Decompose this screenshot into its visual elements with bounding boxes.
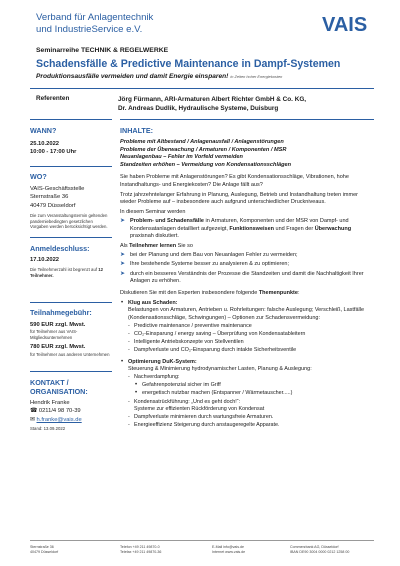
arrow-icon: ➤ bbox=[120, 270, 126, 277]
bullet-icon: • bbox=[135, 390, 138, 397]
topic-heading: Optimierung DuK-System: bbox=[128, 358, 197, 365]
topic-line: Probleme mit Altbestand / Anlagenausfall / Anlagenstörungen bbox=[120, 139, 284, 145]
main-content bbox=[120, 126, 374, 429]
paragraph: Diskutieren Sie mit den Experten insbesondere folgende Themenpunkte: bbox=[120, 290, 300, 297]
sidebar-deadline bbox=[30, 244, 112, 278]
dash-item: - Predictive maintenance / preventive maintenance bbox=[128, 322, 252, 329]
item-text: Ihre bestehende Systeme besser zu analysieren & zu optimieren; bbox=[130, 261, 289, 268]
bullet-icon: • bbox=[121, 300, 124, 307]
inhalte-heading: INHALTE: bbox=[120, 126, 154, 135]
fee-member-note: für Teilnehmer aus VAIS-Mitgliedsunternehmen bbox=[30, 329, 78, 340]
topic-block bbox=[120, 359, 374, 373]
referent-2: Dr. Andreas Dudlik, Hydraulische Systeme, Duisburg bbox=[118, 105, 279, 112]
dash-text: Dampfverluste minimieren durch wartungsfreie Armaturen. bbox=[134, 414, 274, 421]
topic-text: Belastungen von Armaturen, Antrieben u. Rohrleitungen: falsche Auslegung; Verschleiß, Lastfälle (Kondensationsschläge, Schwingungen) – Optionen zur Schadensvermeidung: bbox=[128, 307, 365, 321]
item-text: und Fragen der bbox=[275, 225, 314, 232]
fee-nonmember: 780 EUR zzgl. Mwst. bbox=[30, 344, 86, 351]
logo-text: VAIS bbox=[322, 14, 368, 36]
dash-item: - Energieeffizienz Steigerung durch anstaugeregelte Apparate. bbox=[128, 422, 280, 429]
vais-logo bbox=[322, 12, 374, 36]
dash-item: - Kondensatrückführung: „Und es geht doch!“: Systeme zur effizienten Rückförderung von Kondensat bbox=[120, 399, 374, 413]
text: Diskutieren Sie mit den Experten insbesondere folgende bbox=[120, 290, 258, 297]
topic-text: Steuerung & Minimierung hydrodynamischer Lasten, Planung & Auslegung: bbox=[128, 365, 312, 372]
footer-text: 40479 Düsseldorf bbox=[30, 549, 59, 554]
dash-text: Dampfverluste und CO₂-Einsparung durch intakte Sicherheitsventile bbox=[134, 347, 297, 354]
footer-text: Telefon +49 211 49870-0 bbox=[120, 545, 160, 549]
contact-email-row bbox=[30, 416, 112, 424]
topic-heading: Klug aus Schaden: bbox=[128, 300, 178, 307]
limit-text: Die Teilnehmerzahl ist begrenzt auf bbox=[30, 267, 98, 273]
contact-phone: 0211/4 98 70-39 bbox=[38, 408, 81, 415]
emphasis: Überwachung bbox=[314, 225, 352, 232]
subtitle-note: in Zeiten hoher Energiekosten bbox=[230, 74, 283, 79]
dash-item: - CO₂-Einsparung / energy saving – Überprüfung von Kondensatableitern bbox=[128, 331, 306, 338]
emphasis: Funktionsweisen bbox=[229, 225, 275, 232]
org-name-line2: und IndustrieService e.V. bbox=[36, 23, 143, 35]
sidebar-where bbox=[30, 172, 112, 230]
footer-text: E-Mail info@vais.de bbox=[212, 545, 245, 549]
venue-line1: VAIS-Geschäftsstelle bbox=[30, 186, 85, 192]
footer-bank bbox=[290, 545, 349, 554]
limit-value: 12 Teilnehmer. bbox=[30, 267, 104, 278]
divider bbox=[30, 302, 112, 303]
divider bbox=[30, 88, 374, 89]
list-item bbox=[120, 271, 374, 285]
emphasis: Teilnehmer lernen bbox=[129, 243, 177, 249]
paragraph: Sie haben Probleme mit Anlagenstörungen? Es gibt Kondensationsschläge, Vibrationen, hohe Instandhaltungs- und Energiekosten? Die Anlage fällt aus? bbox=[120, 174, 349, 188]
paragraph: Trotz jahrzehntelanger Erfahrung in Planung, Auslegung, Betrieb und Instandhaltung treten immer wieder Probleme auf – insbesondere auch aufgrund unterschiedlicher Druckniveaus. bbox=[120, 191, 358, 205]
footer-web bbox=[212, 545, 245, 554]
dash-text: CO₂-Einsparung / energy saving – Überprüfung von Kondensatableitern bbox=[134, 331, 306, 338]
fee-heading: Teilnahmegebühr: bbox=[30, 308, 92, 317]
list-item bbox=[120, 252, 374, 259]
page-title: Schadensfälle & Predictive Maintenance in Dampf-Systemen bbox=[36, 58, 341, 70]
arrow-icon: ➤ bbox=[120, 261, 126, 268]
divider bbox=[30, 371, 112, 372]
deadline-heading: Anmeldeschluss: bbox=[30, 244, 90, 253]
item-text: praxisnah diskutiert. bbox=[130, 232, 179, 239]
series-label: Seminarreihe TECHNIK & REGELWERKE bbox=[36, 47, 169, 54]
item-text: durch ein besseres Verständnis der Prozesse die Standzeiten und damit die Nachhaltigkeit Ihrer Anlagen zu erhöhen. bbox=[130, 270, 364, 284]
divider bbox=[30, 119, 112, 120]
topic-line: Neuanlagenbau – Fehler im Vorfeld vermeiden bbox=[120, 154, 243, 161]
bullet-icon: • bbox=[121, 358, 124, 365]
text: Als bbox=[120, 243, 128, 249]
subtitle-text: Produktionsausfälle vermeiden und damit Energie einsparen! bbox=[36, 73, 229, 80]
participant-limit bbox=[30, 267, 112, 278]
org-name bbox=[36, 12, 153, 35]
arrow-icon: ➤ bbox=[120, 252, 126, 259]
fee-nonmember-note: für Teilnehmer aus anderen Unternehmen bbox=[30, 351, 110, 357]
sub-text: energetisch nutzbar machen (Entspanner / Wärmetauscher.....) bbox=[142, 390, 293, 397]
topic-line: Probleme der Überwachung / Armaturen / Komponenten / MSR bbox=[120, 146, 287, 153]
dash-text: Nachverdampfung: bbox=[134, 374, 180, 381]
divider bbox=[30, 237, 112, 238]
emphasis: Problem- und Schadensfälle bbox=[130, 218, 204, 225]
org-name-line1: Verband für Anlagentechnik bbox=[36, 12, 154, 23]
contact-phone-row bbox=[30, 407, 112, 415]
item-text: in Armaturen, Komponenten und der MSR von Dampf- und Kondensatanlagen detailliert aufgezeigt, bbox=[130, 218, 349, 232]
phone-icon: ☎ bbox=[30, 408, 38, 415]
footer-text: Internet www.vais.de bbox=[212, 549, 246, 554]
contact-heading-2: ORGANISATION: bbox=[30, 387, 88, 396]
referent-1: Jörg Fürmann, ARI-Armaturen Albert Richter GmbH & Co. KG, bbox=[118, 96, 307, 103]
dash-text: Intelligente Antriebskonzepte von Stellventilen bbox=[134, 339, 244, 346]
contact-heading-1: KONTAKT / bbox=[30, 378, 69, 387]
sub-text: Gefahrenpotenzial sicher im Griff bbox=[142, 382, 221, 389]
divider bbox=[30, 166, 112, 167]
sidebar-fee bbox=[30, 308, 112, 357]
referenten-list bbox=[118, 95, 306, 113]
footer-text: Telefax +49 211 49870-36 bbox=[120, 549, 162, 554]
arrow-icon: ➤ bbox=[120, 218, 126, 225]
dash-item: - Intelligente Antriebskonzepte von Stellventilen bbox=[128, 339, 244, 346]
footer-text: IBAN DE90 3004 0000 0212 1258 00 bbox=[290, 549, 350, 554]
paragraph bbox=[120, 243, 374, 250]
venue-note: Die zum Veranstaltungstermin geltenden pandemiebedingten gesetzlichen Vorgaben werden berücksichtigt werden. bbox=[30, 213, 108, 230]
emphasis: Themenpunkte bbox=[258, 290, 298, 297]
venue-line2: Sternstraße 36 bbox=[30, 194, 69, 201]
text: Sie so bbox=[177, 243, 193, 249]
referenten-label: Referenten bbox=[36, 95, 70, 102]
contact-email-link[interactable]: h.franke@vais.de bbox=[36, 416, 82, 423]
dash-text: Predictive maintenance / preventive maintenance bbox=[134, 322, 252, 329]
wann-heading: WANN? bbox=[30, 126, 57, 135]
list-item bbox=[120, 261, 374, 268]
dash-text: Energieeffizienz Steigerung durch anstaugeregelte Apparate. bbox=[134, 422, 280, 429]
footer-phone bbox=[120, 545, 161, 554]
divider bbox=[120, 119, 374, 120]
sub-item bbox=[120, 382, 374, 389]
stand-date: Stand: 13.09.2022 bbox=[30, 426, 66, 432]
sidebar-contact bbox=[30, 378, 112, 432]
topic-line: Standzeiten erhöhen – Vermeidung von Kondensationsschlägen bbox=[120, 161, 292, 168]
subtitle bbox=[36, 73, 282, 80]
event-date: 25.10.2022 bbox=[30, 141, 60, 147]
dash-item: - Nachverdampfung: bbox=[128, 374, 180, 381]
deadline-date: 17.10.2022 bbox=[30, 257, 60, 263]
dash-item: - Dampfverluste und CO₂-Einsparung durch intakte Sicherheitsventile bbox=[128, 347, 297, 354]
paragraph: In diesem Seminar werden bbox=[120, 209, 186, 216]
footer bbox=[30, 540, 374, 554]
event-time: 10:00 - 17:00 Uhr bbox=[30, 149, 77, 156]
footer-text: Commerzbank AG, Düsseldorf bbox=[290, 545, 339, 549]
list-item bbox=[120, 218, 374, 240]
footer-text: Sternstraße 36 bbox=[30, 545, 54, 549]
wo-heading: WO? bbox=[30, 172, 47, 181]
bullet-icon: • bbox=[135, 382, 138, 389]
fee-member: 590 EUR zzgl. Mwst. bbox=[30, 322, 86, 328]
footer-address bbox=[30, 545, 58, 554]
item-text: bei der Planung und dem Bau von Neuanlagen Fehler zu vermeiden; bbox=[130, 252, 298, 259]
dash-item: - Dampfverluste minimieren durch wartungsfreie Armaturen. bbox=[128, 414, 274, 421]
topic-block bbox=[120, 300, 374, 322]
contact-name: Hendrik Franke bbox=[30, 400, 70, 406]
email-icon: ✉ bbox=[30, 416, 35, 423]
dash-text: Systeme zur effizienten Rückförderung von Kondensat bbox=[134, 405, 265, 412]
venue-line3: 40479 Düsseldorf bbox=[30, 202, 76, 209]
sidebar-when bbox=[30, 126, 112, 157]
dash-text: Kondensatrückführung: „Und es geht doch!“: bbox=[134, 398, 241, 405]
sub-item bbox=[120, 390, 374, 397]
